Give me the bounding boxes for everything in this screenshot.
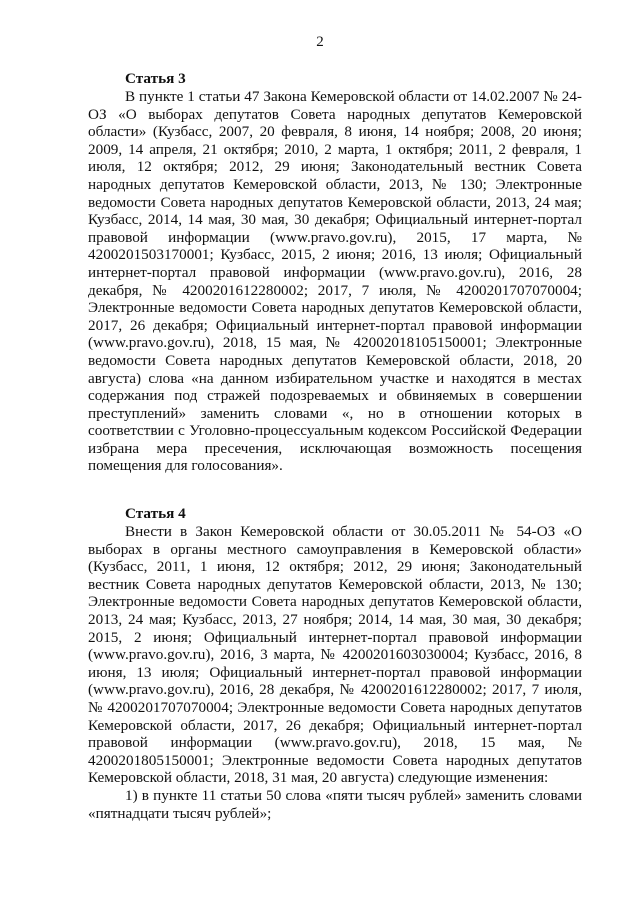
page-number: 2 [316,34,324,50]
document-body [88,62,582,822]
article-4-item-1: 1) в пункте 11 статьи 50 слова «пяти тысяч рублей» заменить словами «пятнадцати тысяч рублей»; [88,786,582,822]
article-4-text: Внести в Закон Кемеровской области от 30.05.2011 № 54-ОЗ «О выборах в органы местного самоуправления в Кемеровской области» (Кузбасс, 2011, 1 июня, 12 октября; 2012, 29 июня; Законодательный вестник Совета народных депутатов Кемеровской области, 2013, № 130; Электронные ведомости Совета народных депутатов Кемеровской области, 2013, 24 мая; Кузбасс, 2013, 27 ноября; 2014, 14 мая, 30 мая, 30 декабря; 2015, 2 июня; Официальный интернет-портал правовой информации (www.pravo.gov.ru), 2016, 3 марта, № 4200201603030004; Кузбасс, 2016, 8 июня, 13 июля; Официальный интернет-портал правовой информации (www.pravo.gov.ru), 2016, 28 декабря, № 4200201612280002; 2017, 7 июля, № 4200201707070004; Электронные ведомости Совета народных депутатов Кемеровской области, 2017, 26 декабря; Официальный интернет-портал правовой информации (www.pravo.gov.ru), 2018, 15 мая, № 4200201805150001; Электронные ведомости Совета народных депутатов Кемеровской области, 2018, 31 мая, 20 августа) следующие изменения: [88,523,582,787]
article-3-text: В пункте 1 статьи 47 Закона Кемеровской области от 14.02.2007 № 24-ОЗ «О выборах депутатов Совета народных депутатов Кемеровской области» (Кузбасс, 2007, 20 февраля, 8 июня, 14 ноября; 2008, 20 июня; 2009, 14 апреля, 21 октября; 2010, 2 марта, 1 октября; 2011, 2 февраля, 1 июля, 12 октября; 2012, 29 июня; Законодательный вестник Совета народных депутатов Кемеровской области, 2013, № 130; Электронные ведомости Совета народных депутатов Кемеровской области, 2013, 24 мая; Кузбасс, 2014, 14 мая, 30 мая, 30 декабря; Официальный интернет-портал правовой информации (www.pravo.gov.ru), 2015, 17 марта, № 4200201503170001; Кузбасс, 2015, 2 июня; 2016, 13 июля; Официальный интернет-портал правовой информации (www.pravo.gov.ru), 2016, 28 декабря, № 4200201612280002; 2017, 7 июля, № 4200201707070004; Электронные ведомости Совета народных депутатов Кемеровской области, 2017, 26 декабря; Официальный интернет-портал правовой информации (www.pravo.gov.ru), 2018, 15 мая, № 42002018105150001; Электронные ведомости Совета народных депутатов Кемеровской области, 2018, 20 августа) слова «на данном избирательном участке и находятся в местах содержания под стражей подозреваемых и обвиняемых в совершении преступлений» заменить словами «, но в отношении которых в соответствии с Уголовно-процессуальным кодексом Российской Федерации избрана мера пресечения, исключающая возможность посещения помещения для голосования». [88,88,582,475]
article-3-heading: Статья 3 [125,70,186,87]
section-spacer [88,475,582,497]
article-4-heading: Статья 4 [125,505,186,523]
